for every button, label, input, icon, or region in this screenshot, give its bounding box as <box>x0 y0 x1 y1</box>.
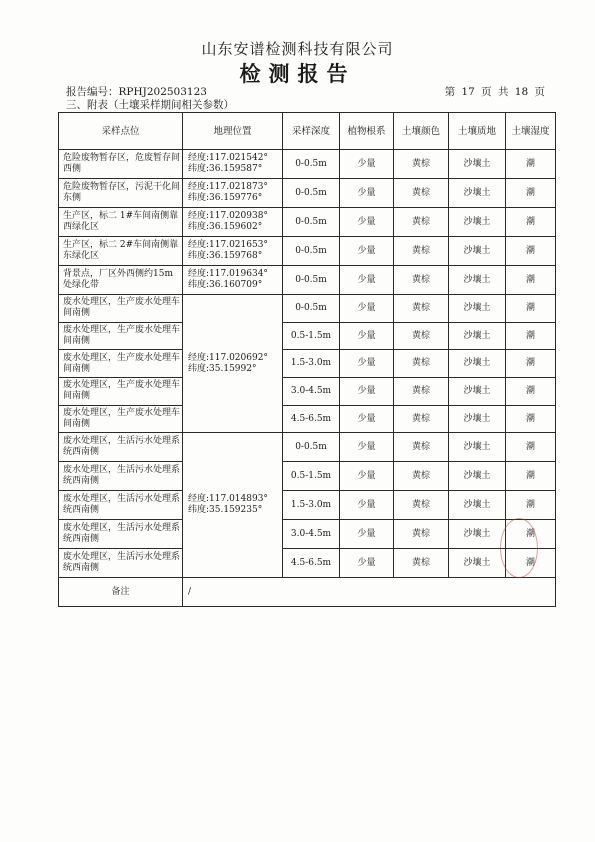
depth-cell: 0-0.5m <box>283 208 340 237</box>
header-color: 土壤颜色 <box>394 113 449 150</box>
roots-cell: 少量 <box>340 208 394 237</box>
roots-cell: 少量 <box>340 378 394 406</box>
coord-cell: 经度:117.014893° 纬度:35.159235° <box>183 433 283 578</box>
roots-cell: 少量 <box>340 350 394 378</box>
depth-cell: 3.0-4.5m <box>283 520 340 549</box>
moisture-cell: 潮 <box>506 179 556 208</box>
color-cell: 黄棕 <box>394 208 449 237</box>
table-row <box>59 462 556 491</box>
table-row <box>59 208 556 237</box>
texture-cell: 沙壤土 <box>449 491 506 520</box>
roots-cell: 少量 <box>340 520 394 549</box>
note-label: 备注 <box>59 578 183 607</box>
texture-cell: 沙壤土 <box>449 322 506 350</box>
texture-cell: 沙壤土 <box>449 350 506 378</box>
texture-cell: 沙壤土 <box>449 179 506 208</box>
depth-cell: 3.0-4.5m <box>283 378 340 406</box>
report-number-label: 报告编号： <box>66 86 119 98</box>
header-location: 采样点位 <box>59 113 183 150</box>
section-title: 三、附表（土壤采样期间相关参数） <box>66 99 234 111</box>
moisture-cell: 潮 <box>506 208 556 237</box>
table-row <box>59 491 556 520</box>
coord-cell: 经度:117.021653° 纬度:36.159768° <box>183 237 283 266</box>
color-cell: 黄棕 <box>394 322 449 350</box>
seal-stamp <box>500 518 538 578</box>
texture-cell: 沙壤土 <box>449 295 506 323</box>
table-row <box>59 150 556 179</box>
color-cell: 黄棕 <box>394 150 449 179</box>
roots-cell: 少量 <box>340 491 394 520</box>
location-cell: 废水处理区，生产废水处理车间南侧 <box>59 350 183 378</box>
header-roots: 植物根系 <box>340 113 394 150</box>
note-value: / <box>183 578 556 607</box>
color-cell: 黄棕 <box>394 295 449 323</box>
coord-cell: 经度:117.021542° 纬度:36.159587° <box>183 150 283 179</box>
location-cell: 废水处理区，生活污水处理系统西南侧 <box>59 520 183 549</box>
table-row <box>59 433 556 462</box>
color-cell: 黄棕 <box>394 462 449 491</box>
depth-cell: 0-0.5m <box>283 266 340 295</box>
header-coord: 地理位置 <box>183 113 283 150</box>
texture-cell: 沙壤土 <box>449 549 506 578</box>
color-cell: 黄棕 <box>394 179 449 208</box>
location-cell: 废水处理区，生活污水处理系统西南侧 <box>59 549 183 578</box>
location-cell: 危险废物暂存区，危废暂存间西侧 <box>59 150 183 179</box>
texture-cell: 沙壤土 <box>449 266 506 295</box>
color-cell: 黄棕 <box>394 549 449 578</box>
roots-cell: 少量 <box>340 295 394 323</box>
moisture-cell: 潮 <box>506 237 556 266</box>
depth-cell: 0.5-1.5m <box>283 462 340 491</box>
roots-cell: 少量 <box>340 150 394 179</box>
texture-cell: 沙壤土 <box>449 378 506 406</box>
moisture-cell: 潮 <box>506 266 556 295</box>
page-info: 第 17 页 共 18 页 <box>444 86 545 98</box>
table-row <box>59 549 556 578</box>
table-row <box>59 322 556 350</box>
texture-cell: 沙壤土 <box>449 150 506 179</box>
header-moisture: 土壤湿度 <box>506 113 556 150</box>
moisture-cell: 潮 <box>506 491 556 520</box>
texture-cell: 沙壤土 <box>449 433 506 462</box>
color-cell: 黄棕 <box>394 520 449 549</box>
document-title: 检测报告 <box>239 61 356 86</box>
depth-cell: 1.5-3.0m <box>283 350 340 378</box>
location-cell: 废水处理区，生活污水处理系统西南侧 <box>59 491 183 520</box>
depth-cell: 1.5-3.0m <box>283 491 340 520</box>
location-cell: 生产区，标二 2#车间南侧靠东绿化区 <box>59 237 183 266</box>
coord-cell: 经度:117.021873° 纬度:36.159776° <box>183 179 283 208</box>
depth-cell: 0.5-1.5m <box>283 322 340 350</box>
moisture-cell: 潮 <box>506 295 556 323</box>
color-cell: 黄棕 <box>394 433 449 462</box>
color-cell: 黄棕 <box>394 405 449 433</box>
depth-cell: 0-0.5m <box>283 295 340 323</box>
moisture-cell: 潮 <box>506 150 556 179</box>
location-cell: 废水处理区，生活污水处理系统西南侧 <box>59 462 183 491</box>
location-cell: 废水处理区，生产废水处理车间南侧 <box>59 322 183 350</box>
location-cell: 背景点，厂区外西侧约15m 处绿化带 <box>59 266 183 295</box>
location-cell: 危险废物暂存区，污泥干化间东侧 <box>59 179 183 208</box>
texture-cell: 沙壤土 <box>449 520 506 549</box>
table-row <box>59 266 556 295</box>
coord-cell: 经度:117.020938° 纬度:36.159602° <box>183 208 283 237</box>
color-cell: 黄棕 <box>394 266 449 295</box>
roots-cell: 少量 <box>340 237 394 266</box>
moisture-cell: 潮 <box>506 520 556 549</box>
moisture-cell: 潮 <box>506 405 556 433</box>
roots-cell: 少量 <box>340 179 394 208</box>
location-cell: 废水处理区，生产废水处理车间南侧 <box>59 405 183 433</box>
color-cell: 黄棕 <box>394 491 449 520</box>
header-texture: 土壤质地 <box>449 113 506 150</box>
location-cell: 废水处理区，生产废水处理车间南侧 <box>59 295 183 323</box>
moisture-cell: 潮 <box>506 322 556 350</box>
location-cell: 生产区，标二 1#车间南侧靠西绿化区 <box>59 208 183 237</box>
moisture-cell: 潮 <box>506 350 556 378</box>
header-depth: 采样深度 <box>283 113 340 150</box>
depth-cell: 0-0.5m <box>283 237 340 266</box>
texture-cell: 沙壤土 <box>449 237 506 266</box>
roots-cell: 少量 <box>340 462 394 491</box>
roots-cell: 少量 <box>340 266 394 295</box>
roots-cell: 少量 <box>340 549 394 578</box>
texture-cell: 沙壤土 <box>449 208 506 237</box>
moisture-cell: 潮 <box>506 549 556 578</box>
location-cell: 废水处理区，生产废水处理车间南侧 <box>59 378 183 406</box>
roots-cell: 少量 <box>340 433 394 462</box>
table-row <box>59 237 556 266</box>
depth-cell: 0-0.5m <box>283 150 340 179</box>
table-row <box>59 405 556 433</box>
roots-cell: 少量 <box>340 322 394 350</box>
table-row <box>59 520 556 549</box>
table-row <box>59 179 556 208</box>
texture-cell: 沙壤土 <box>449 462 506 491</box>
color-cell: 黄棕 <box>394 378 449 406</box>
texture-cell: 沙壤土 <box>449 405 506 433</box>
sampling-parameters-table <box>58 112 556 607</box>
depth-cell: 0-0.5m <box>283 179 340 208</box>
roots-cell: 少量 <box>340 405 394 433</box>
note-row <box>59 578 556 607</box>
depth-cell: 4.5-6.5m <box>283 405 340 433</box>
color-cell: 黄棕 <box>394 350 449 378</box>
table-header-row <box>59 113 556 150</box>
coord-cell: 经度:117.019634° 纬度:36.160709° <box>183 266 283 295</box>
location-cell: 废水处理区，生活污水处理系统西南侧 <box>59 433 183 462</box>
table-row <box>59 295 556 323</box>
coord-cell: 经度:117.020692° 纬度:35.15992° <box>183 295 283 433</box>
depth-cell: 0-0.5m <box>283 433 340 462</box>
table-row <box>59 378 556 406</box>
moisture-cell: 潮 <box>506 378 556 406</box>
color-cell: 黄棕 <box>394 237 449 266</box>
table-row <box>59 350 556 378</box>
report-number-value: RPHJ202503123 <box>118 86 207 98</box>
depth-cell: 4.5-6.5m <box>283 549 340 578</box>
moisture-cell: 潮 <box>506 433 556 462</box>
moisture-cell: 潮 <box>506 462 556 491</box>
company-name: 山东安谱检测科技有限公司 <box>201 40 394 58</box>
